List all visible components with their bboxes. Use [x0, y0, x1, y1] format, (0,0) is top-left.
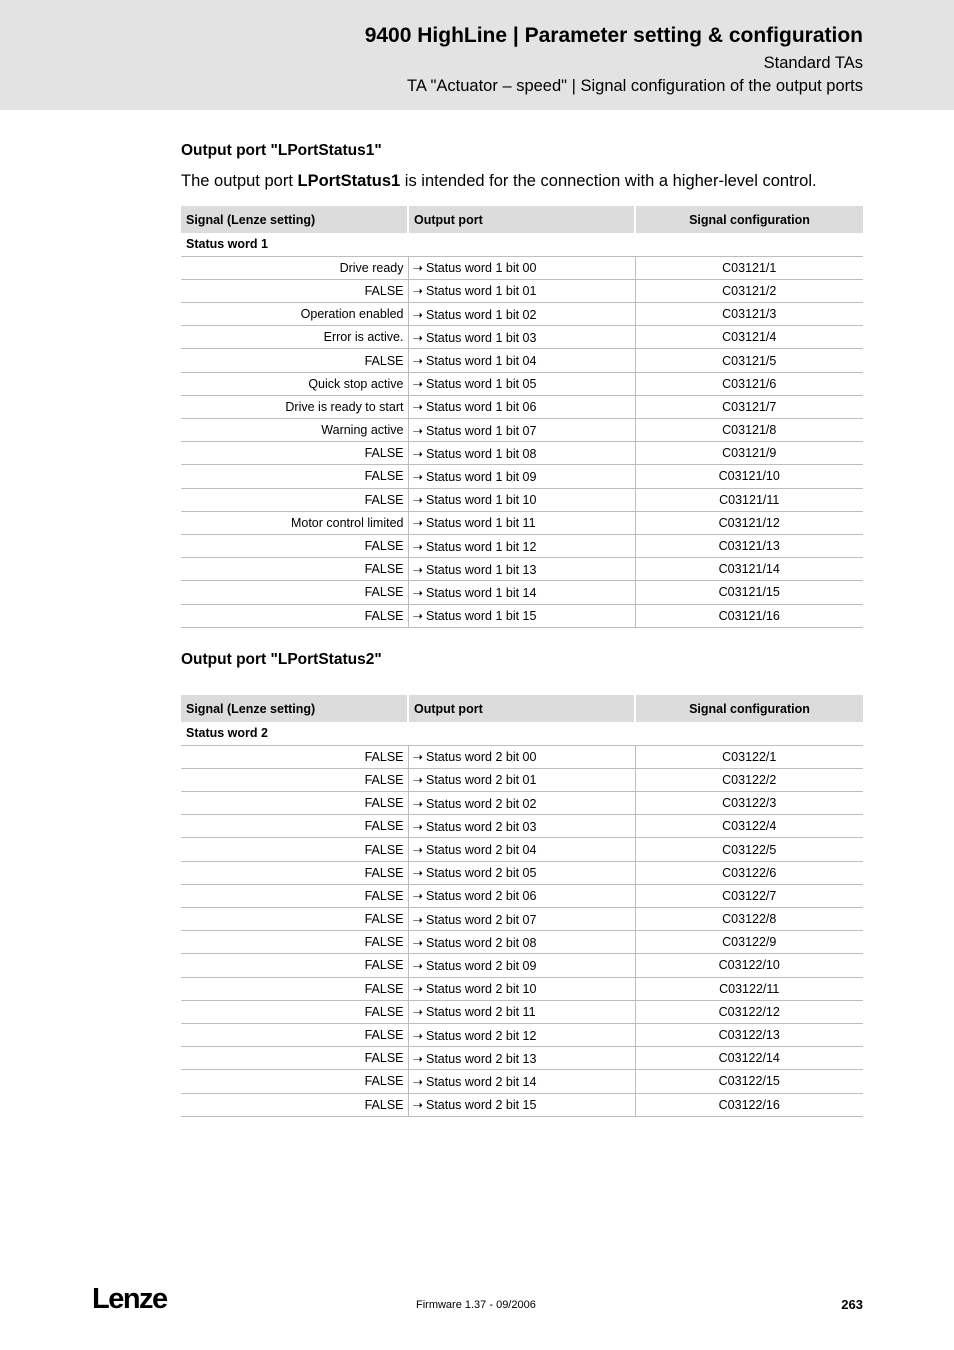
right-arrow-icon: ➝ — [412, 562, 423, 577]
table-row — [181, 511, 863, 534]
table-row — [181, 419, 863, 442]
signal-configuration-cell: C03121/1 — [635, 256, 863, 279]
signal-configuration-cell: C03122/14 — [635, 1047, 863, 1070]
table-header-row — [181, 206, 863, 233]
firmware-version: Firmware 1.37 - 09/2006 — [416, 1299, 536, 1311]
table-row — [181, 534, 863, 557]
table-row — [181, 977, 863, 1000]
signal-cell: FALSE — [181, 1000, 408, 1023]
output-port-cell — [408, 931, 635, 954]
signal-configuration-cell: C03122/3 — [635, 792, 863, 815]
signal-cell: FALSE — [181, 745, 408, 768]
right-arrow-icon: ➝ — [412, 912, 423, 927]
output-port-label: Status word 2 bit 06 — [425, 889, 537, 904]
output-port-label: Status word 1 bit 11 — [425, 516, 536, 531]
table-row — [181, 884, 863, 907]
signal-configuration-cell: C03122/12 — [635, 1000, 863, 1023]
signal-configuration-cell: C03122/6 — [635, 861, 863, 884]
signal-cell: FALSE — [181, 1047, 408, 1070]
table-row — [181, 838, 863, 861]
output-port-label: Status word 1 bit 06 — [425, 400, 537, 415]
table-row — [181, 745, 863, 768]
signal-configuration-cell: C03121/15 — [635, 581, 863, 604]
output-port-label: Status word 2 bit 00 — [425, 750, 537, 765]
right-arrow-icon: ➝ — [412, 516, 423, 531]
signal-configuration-cell: C03122/9 — [635, 931, 863, 954]
table-header-row — [181, 695, 863, 722]
table-row — [181, 581, 863, 604]
output-port-cell — [408, 279, 635, 302]
table-row — [181, 1000, 863, 1023]
section1-heading: Output port "LPortStatus1" — [181, 142, 382, 159]
table-row — [181, 372, 863, 395]
right-arrow-icon: ➝ — [412, 307, 423, 322]
right-arrow-icon: ➝ — [412, 843, 423, 858]
signal-cell: FALSE — [181, 488, 408, 511]
signal-cell: FALSE — [181, 884, 408, 907]
output-port-cell — [408, 745, 635, 768]
output-port-cell — [408, 488, 635, 511]
column-header-signal: Signal (Lenze setting) — [181, 695, 408, 722]
column-header-signal-configuration: Signal configuration — [635, 206, 863, 233]
signal-configuration-cell: C03122/13 — [635, 1023, 863, 1046]
signal-configuration-cell: C03122/15 — [635, 1070, 863, 1093]
signal-configuration-cell: C03121/10 — [635, 465, 863, 488]
signal-configuration-cell: C03121/16 — [635, 604, 863, 627]
signal-configuration-cell: C03121/13 — [635, 534, 863, 557]
signal-cell: FALSE — [181, 908, 408, 931]
signal-cell: FALSE — [181, 815, 408, 838]
right-arrow-icon: ➝ — [412, 1005, 423, 1020]
table-row — [181, 815, 863, 838]
output-port-label: Status word 1 bit 08 — [425, 446, 537, 461]
right-arrow-icon: ➝ — [412, 750, 423, 765]
output-port-label: Status word 2 bit 10 — [425, 982, 537, 997]
output-port-label: Status word 1 bit 01 — [425, 284, 537, 299]
chapter-subtitle: Standard TAs — [763, 54, 863, 72]
intro-port-name: LPortStatus1 — [297, 172, 401, 190]
output-port-cell — [408, 534, 635, 557]
signal-configuration-cell: C03121/8 — [635, 419, 863, 442]
table-row — [181, 954, 863, 977]
right-arrow-icon: ➝ — [412, 261, 423, 276]
right-arrow-icon: ➝ — [412, 773, 423, 788]
signal-cell: FALSE — [181, 931, 408, 954]
signal-configuration-cell: C03121/14 — [635, 558, 863, 581]
output-port-cell — [408, 884, 635, 907]
output-port-label: Status word 2 bit 09 — [425, 958, 537, 973]
signal-configuration-cell: C03122/1 — [635, 745, 863, 768]
signal-cell: FALSE — [181, 861, 408, 884]
output-port-label: Status word 2 bit 07 — [425, 912, 537, 927]
table-group-row — [181, 722, 863, 745]
right-arrow-icon: ➝ — [412, 377, 423, 392]
output-port-cell — [408, 792, 635, 815]
right-arrow-icon: ➝ — [412, 1074, 423, 1089]
right-arrow-icon: ➝ — [412, 446, 423, 461]
output-port-cell — [408, 303, 635, 326]
output-port-cell — [408, 1023, 635, 1046]
output-port-cell — [408, 511, 635, 534]
output-port-cell — [408, 604, 635, 627]
output-port-label: Status word 2 bit 01 — [425, 773, 537, 788]
output-port-cell — [408, 954, 635, 977]
right-arrow-icon: ➝ — [412, 935, 423, 950]
output-port-cell — [408, 256, 635, 279]
signal-configuration-cell: C03121/2 — [635, 279, 863, 302]
signal-cell: FALSE — [181, 349, 408, 372]
table-row — [181, 395, 863, 418]
column-header-output-port: Output port — [408, 206, 635, 233]
table-row — [181, 303, 863, 326]
table-row — [181, 349, 863, 372]
signal-cell: FALSE — [181, 954, 408, 977]
output-port-label: Status word 1 bit 14 — [425, 585, 537, 600]
table-row — [181, 279, 863, 302]
output-port-cell — [408, 838, 635, 861]
output-port-cell — [408, 558, 635, 581]
output-port-label: Status word 1 bit 10 — [425, 493, 537, 508]
output-port-label: Status word 2 bit 12 — [425, 1028, 537, 1043]
output-port-label: Status word 1 bit 13 — [425, 562, 537, 577]
signal-cell: FALSE — [181, 768, 408, 791]
right-arrow-icon: ➝ — [412, 400, 423, 415]
right-arrow-icon: ➝ — [412, 330, 423, 345]
page-number: 263 — [841, 1297, 863, 1312]
lenze-logo: Lenze — [92, 1283, 167, 1315]
signal-cell: FALSE — [181, 1093, 408, 1116]
signal-configuration-cell: C03122/8 — [635, 908, 863, 931]
table-row — [181, 768, 863, 791]
table-row — [181, 1047, 863, 1070]
signal-cell: FALSE — [181, 558, 408, 581]
output-port-label: Status word 2 bit 05 — [425, 866, 537, 881]
output-port-label: Status word 2 bit 11 — [425, 1005, 536, 1020]
signal-cell: Motor control limited — [181, 511, 408, 534]
signal-configuration-cell: C03121/3 — [635, 303, 863, 326]
group-label: Status word 1 — [181, 233, 863, 256]
signal-cell: FALSE — [181, 977, 408, 1000]
output-port-label: Status word 1 bit 07 — [425, 423, 537, 438]
signal-configuration-cell: C03122/7 — [635, 884, 863, 907]
column-header-output-port: Output port — [408, 695, 635, 722]
signal-configuration-cell: C03121/4 — [635, 326, 863, 349]
output-port-cell — [408, 465, 635, 488]
output-port-label: Status word 1 bit 12 — [425, 539, 537, 554]
table-group-row — [181, 233, 863, 256]
intro-text-before: The output port — [181, 172, 298, 190]
signal-cell: FALSE — [181, 534, 408, 557]
output-port-cell — [408, 372, 635, 395]
output-port-label: Status word 2 bit 08 — [425, 935, 537, 950]
output-port-cell — [408, 349, 635, 372]
output-port-cell — [408, 815, 635, 838]
right-arrow-icon: ➝ — [412, 819, 423, 834]
signal-cell: Error is active. — [181, 326, 408, 349]
right-arrow-icon: ➝ — [412, 1051, 423, 1066]
output-port-cell — [408, 1070, 635, 1093]
output-port-cell — [408, 419, 635, 442]
right-arrow-icon: ➝ — [412, 982, 423, 997]
signal-cell: FALSE — [181, 581, 408, 604]
signal-configuration-cell: C03122/11 — [635, 977, 863, 1000]
output-port-label: Status word 1 bit 02 — [425, 307, 537, 322]
table-row — [181, 861, 863, 884]
signal-configuration-cell: C03121/6 — [635, 372, 863, 395]
right-arrow-icon: ➝ — [412, 284, 423, 299]
right-arrow-icon: ➝ — [412, 585, 423, 600]
signal-cell: FALSE — [181, 1070, 408, 1093]
output-port-cell — [408, 326, 635, 349]
output-port-label: Status word 1 bit 00 — [425, 261, 537, 276]
signal-configuration-cell: C03122/4 — [635, 815, 863, 838]
signal-configuration-cell: C03121/7 — [635, 395, 863, 418]
table-row — [181, 326, 863, 349]
table-row — [181, 1093, 863, 1116]
intro-text-after: is intended for the connection with a higher-level control. — [400, 172, 817, 190]
signal-cell: FALSE — [181, 838, 408, 861]
status-word-1-table — [181, 206, 863, 628]
right-arrow-icon: ➝ — [412, 423, 423, 438]
table-row — [181, 792, 863, 815]
output-port-cell — [408, 977, 635, 1000]
table-row — [181, 931, 863, 954]
table-row — [181, 604, 863, 627]
signal-cell: Drive is ready to start — [181, 395, 408, 418]
output-port-cell — [408, 908, 635, 931]
signal-configuration-cell: C03121/5 — [635, 349, 863, 372]
signal-configuration-cell: C03121/12 — [635, 511, 863, 534]
column-header-signal: Signal (Lenze setting) — [181, 206, 408, 233]
table-row — [181, 442, 863, 465]
output-port-label: Status word 2 bit 13 — [425, 1051, 537, 1066]
output-port-cell — [408, 768, 635, 791]
signal-cell: Operation enabled — [181, 303, 408, 326]
signal-configuration-cell: C03122/16 — [635, 1093, 863, 1116]
signal-cell: Drive ready — [181, 256, 408, 279]
page-title: 9400 HighLine | Parameter setting & configuration — [364, 24, 863, 47]
section1-intro — [181, 172, 817, 191]
right-arrow-icon: ➝ — [412, 1098, 423, 1113]
signal-configuration-cell: C03122/5 — [635, 838, 863, 861]
right-arrow-icon: ➝ — [412, 1028, 423, 1043]
table-row — [181, 465, 863, 488]
right-arrow-icon: ➝ — [412, 866, 423, 881]
right-arrow-icon: ➝ — [412, 354, 423, 369]
signal-configuration-cell: C03121/11 — [635, 488, 863, 511]
right-arrow-icon: ➝ — [412, 958, 423, 973]
signal-cell: FALSE — [181, 279, 408, 302]
signal-cell: FALSE — [181, 604, 408, 627]
group-label: Status word 2 — [181, 722, 863, 745]
output-port-cell — [408, 861, 635, 884]
table-row — [181, 488, 863, 511]
signal-cell: Warning active — [181, 419, 408, 442]
section2-heading: Output port "LPortStatus2" — [181, 651, 382, 668]
signal-configuration-cell: C03122/10 — [635, 954, 863, 977]
output-port-label: Status word 1 bit 04 — [425, 354, 537, 369]
right-arrow-icon: ➝ — [412, 493, 423, 508]
signal-cell: Quick stop active — [181, 372, 408, 395]
table-row — [181, 1070, 863, 1093]
output-port-cell — [408, 1000, 635, 1023]
output-port-label: Status word 2 bit 04 — [425, 843, 537, 858]
output-port-label: Status word 2 bit 02 — [425, 796, 537, 811]
output-port-label: Status word 1 bit 09 — [425, 469, 537, 484]
signal-cell: FALSE — [181, 792, 408, 815]
signal-configuration-cell: C03122/2 — [635, 768, 863, 791]
output-port-label: Status word 2 bit 03 — [425, 819, 537, 834]
output-port-cell — [408, 1093, 635, 1116]
section-subtitle: TA "Actuator – speed" | Signal configuration of the output ports — [407, 77, 863, 95]
status-word-2-table — [181, 695, 863, 1117]
output-port-cell — [408, 581, 635, 604]
signal-configuration-cell: C03121/9 — [635, 442, 863, 465]
right-arrow-icon: ➝ — [412, 539, 423, 554]
output-port-label: Status word 1 bit 03 — [425, 330, 537, 345]
table-row — [181, 1023, 863, 1046]
signal-cell: FALSE — [181, 442, 408, 465]
right-arrow-icon: ➝ — [412, 889, 423, 904]
table-row — [181, 256, 863, 279]
right-arrow-icon: ➝ — [412, 469, 423, 484]
output-port-label: Status word 2 bit 15 — [425, 1098, 537, 1113]
output-port-cell — [408, 1047, 635, 1070]
right-arrow-icon: ➝ — [412, 796, 423, 811]
output-port-cell — [408, 395, 635, 418]
table-row — [181, 558, 863, 581]
output-port-label: Status word 2 bit 14 — [425, 1074, 537, 1089]
signal-cell: FALSE — [181, 1023, 408, 1046]
output-port-cell — [408, 442, 635, 465]
table-row — [181, 908, 863, 931]
output-port-label: Status word 1 bit 05 — [425, 377, 537, 392]
right-arrow-icon: ➝ — [412, 609, 423, 624]
signal-cell: FALSE — [181, 465, 408, 488]
output-port-label: Status word 1 bit 15 — [425, 609, 537, 624]
column-header-signal-configuration: Signal configuration — [635, 695, 863, 722]
